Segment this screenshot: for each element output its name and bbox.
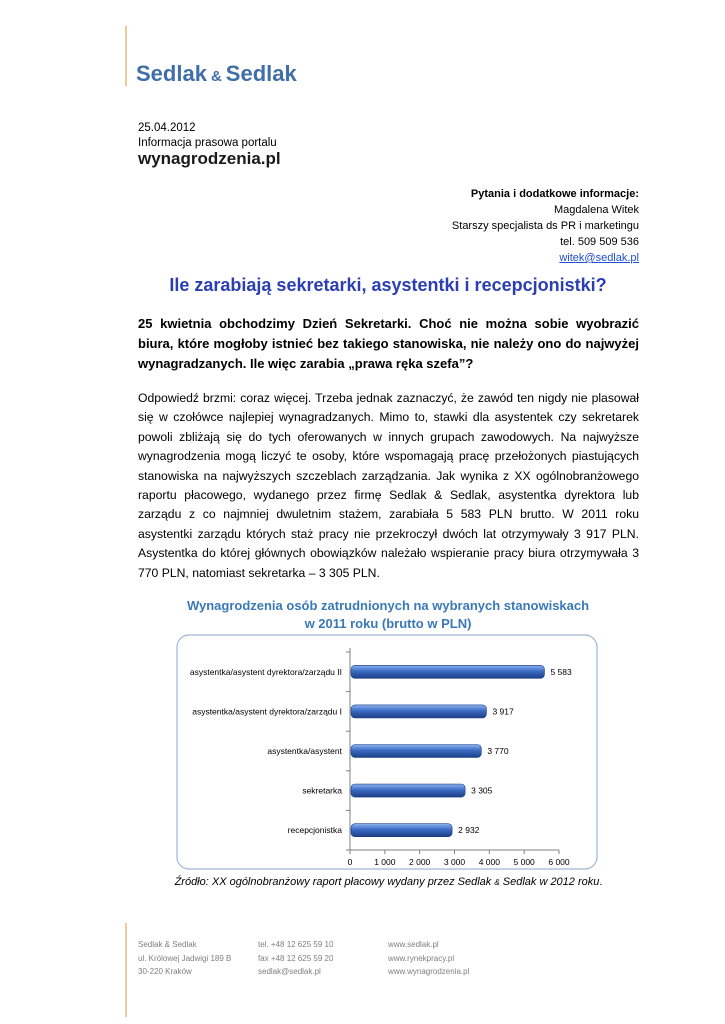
article-lead: 25 kwietnia obchodzimy Dzień Sekretarki. Choć nie można sobie wyobrazić biura, które mogłoby istnieć bez takiego stanowiska, nie należy ono do najwyżej wynagradzanych. Ile więc zarabia „prawa ręka szefa”? bbox=[138, 316, 639, 371]
source-suffix: Sedlak w 2012 roku bbox=[502, 876, 600, 888]
value-label: 5 583 bbox=[550, 666, 572, 677]
source-prefix: Źródło: XX ogólnobranżowy raport płacowy wydany przez Sedlak bbox=[174, 876, 492, 888]
source-ampersand: & bbox=[494, 878, 500, 887]
bar bbox=[351, 824, 452, 837]
category-label: asystentka/asystent dyrektora/zarządu II bbox=[189, 666, 342, 677]
category-label: asystentka/asystent bbox=[267, 746, 342, 756]
footer-phones bbox=[258, 938, 333, 979]
footer-fax: fax +48 12 625 59 20 bbox=[258, 953, 334, 963]
release-date: 25.04.2012 bbox=[138, 122, 196, 134]
contact-email-link[interactable]: witek@sedlak.pl bbox=[559, 252, 639, 264]
footer-company: Sedlak & Sedlak bbox=[138, 940, 197, 949]
x-tick-label: 0 bbox=[347, 857, 353, 867]
footer-address bbox=[138, 938, 231, 979]
footer-accent-line bbox=[125, 923, 127, 1017]
x-tick-label: 3 000 bbox=[443, 857, 466, 867]
chart-subtitle: w 2011 roku (brutto w PLN) bbox=[304, 616, 472, 631]
footer-street: ul. Królowej Jadwigi 189 B bbox=[138, 953, 232, 963]
salary-bar-chart bbox=[176, 634, 598, 870]
category-label: sekretarka bbox=[302, 785, 342, 796]
value-label: 2 932 bbox=[458, 825, 480, 836]
chart-title: Wynagrodzenia osób zatrudnionych na wybranych stanowiskach bbox=[186, 598, 590, 613]
x-tick-label: 1 000 bbox=[374, 857, 396, 867]
source-end: . bbox=[599, 876, 603, 888]
chart-source bbox=[138, 876, 639, 888]
footer-email: sedlak@sedlak.pl bbox=[258, 967, 321, 976]
brand-name-left: Sedlak bbox=[136, 61, 207, 86]
x-tick-label: 4 000 bbox=[478, 857, 500, 867]
footer-site-wynagrodzenia: www.wynagrodzenia.pl bbox=[388, 967, 470, 976]
category-label: recepcjonistka bbox=[287, 825, 342, 836]
header-accent-line bbox=[125, 26, 127, 86]
article-title: Ile zarabiają sekretarki, asystentki i recepcjonistki? bbox=[169, 275, 607, 295]
portal-name: wynagrodzenia.pl bbox=[138, 149, 281, 168]
bar bbox=[351, 784, 465, 797]
x-tick-label: 6 000 bbox=[548, 857, 570, 867]
footer-city: 30-220 Kraków bbox=[138, 967, 192, 976]
category-label: asystentka/asystent dyrektora/zarządu I bbox=[192, 706, 342, 717]
footer-site-sedlak: www.sedlak.pl bbox=[388, 940, 439, 949]
release-meta bbox=[138, 121, 277, 151]
release-type: Informacja prasowa portalu bbox=[138, 137, 277, 149]
value-label: 3 917 bbox=[492, 706, 514, 717]
x-tick-label: 2 000 bbox=[409, 857, 431, 867]
footer-site-rynekpracy: www.rynekpracy.pl bbox=[388, 953, 455, 963]
bar bbox=[351, 745, 481, 758]
bar bbox=[351, 665, 544, 678]
value-label: 3 770 bbox=[487, 746, 509, 756]
chart-title-block bbox=[150, 597, 626, 633]
footer-websites bbox=[388, 938, 469, 979]
contact-name: Magdalena Witek bbox=[554, 204, 639, 216]
value-label: 3 305 bbox=[471, 785, 493, 796]
contact-heading: Pytania i dodatkowe informacje: bbox=[470, 188, 639, 200]
brand-ampersand: & bbox=[210, 68, 222, 85]
contact-role: Starszy specjalista ds PR i marketingu bbox=[451, 220, 639, 232]
footer-tel: tel. +48 12 625 59 10 bbox=[258, 940, 334, 949]
x-tick-label: 5 000 bbox=[513, 857, 535, 867]
article-body: Odpowiedź brzmi: coraz więcej. Trzeba jednak zaznaczyć, że zawód ten nigdy nie plasował się w czołówce najlepiej wynagradzanych. Mimo to, stawki dla asystentek czy sekretarek powoli zbliżają się do tych oferowanych w innych grupach zawodowych. Na najwyższe wynagrodzenia mogą liczyć te osoby, które wspomagają pracę przełożonych piastujących stanowiska na najwyższych szczeblach zarządzania. Jak wynika z XX ogólnobranżowego raportu płacowego, wydanego przez firmę Sedlak & Sedlak, asystentka dyrektora lub zarządu z co najmniej dwuletnim stażem, zarabiała 5 583 PLN brutto. W 2011 roku asystentki zarządu których staż pracy nie przekroczył dwóch lat otrzymywały 3 917 PLN. Asystentka do której głównych obowiązków należało wspieranie pracy biura otrzymywała 3 770 PLN, natomiast sekretarka – 3 305 PLN. bbox=[138, 391, 639, 580]
brand-name-right: Sedlak bbox=[225, 61, 297, 86]
contact-phone: tel. 509 509 536 bbox=[560, 236, 639, 248]
brand-logo bbox=[136, 61, 297, 87]
contact-block bbox=[452, 186, 639, 266]
bar bbox=[351, 705, 486, 718]
